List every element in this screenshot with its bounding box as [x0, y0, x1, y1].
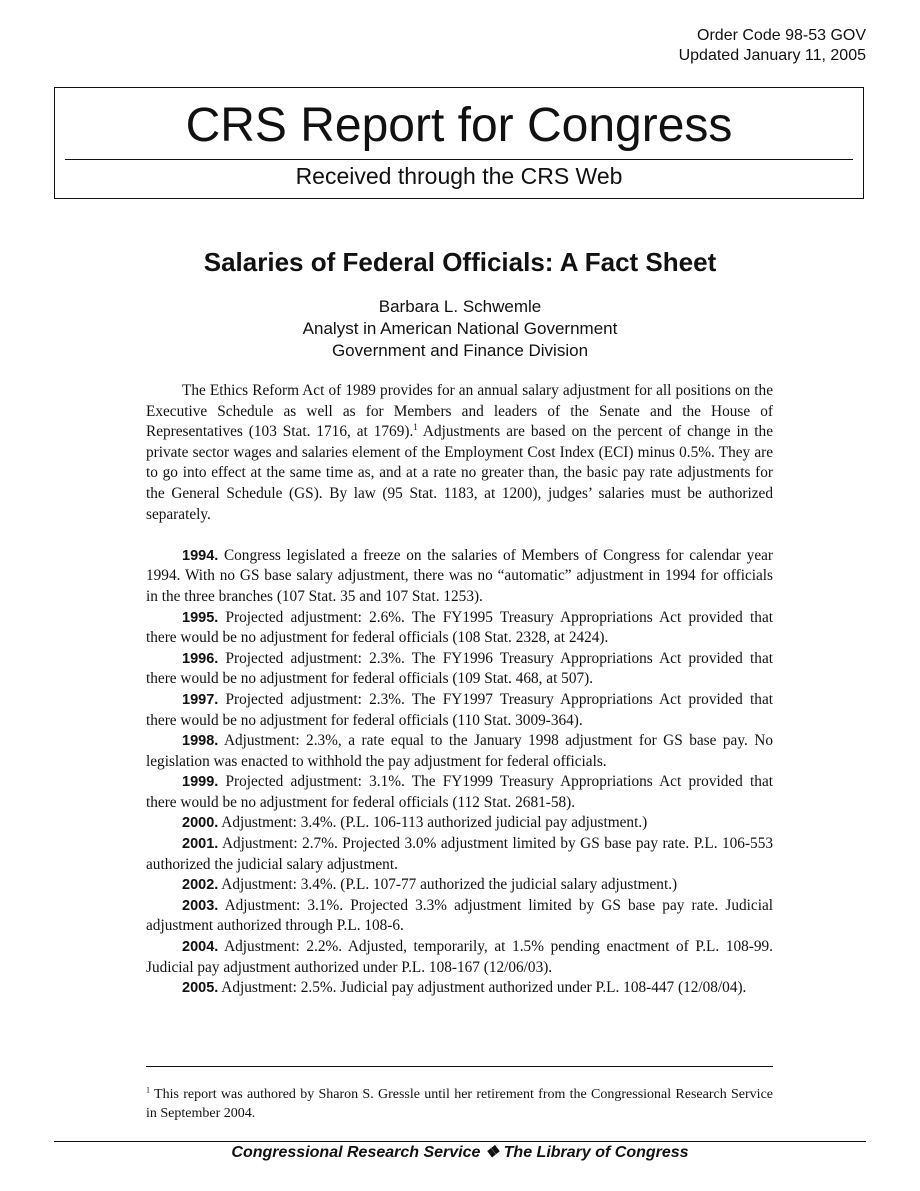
author-title: Analyst in American National Government — [302, 319, 618, 338]
year-entry — [146, 690, 773, 731]
year-entry — [146, 834, 773, 875]
footnote-divider — [146, 1066, 773, 1067]
banner-title: CRS Report for Congress — [185, 99, 733, 152]
footer-divider — [54, 1141, 866, 1142]
year-entry-text: Projected adjustment: 2.6%. The FY1995 Treasury Appropriations Act provided that there would be no adjustment for federal officials (108 Stat. 2328, at 2424). — [146, 608, 773, 647]
year-entry-text: Projected adjustment: 3.1%. The FY1999 Treasury Appropriations Act provided that there would be no adjustment for federal officials (112 Stat. 2681-58). — [146, 773, 773, 811]
year-label: 1996. — [182, 650, 219, 667]
year-entry — [146, 896, 773, 937]
footnote-reference[interactable]: 1 — [413, 422, 418, 433]
year-entry-text: Adjustment: 2.7%. Projected 3.0% adjustment limited by GS base pay rate. P.L. 106-553 authorized the judicial salary adjustment. — [146, 835, 773, 873]
year-entry — [146, 546, 773, 608]
author-name: Barbara L. Schwemle — [378, 297, 542, 316]
footnote-text: This report was authored by Sharon S. Gressle until her retirement from the Congressional Research Service in September 2004. — [146, 1087, 773, 1121]
year-entry-text: Projected adjustment: 2.3%. The FY1997 Treasury Appropriations Act provided that there would be no adjustment for federal officials (110 Stat. 3009-364). — [146, 690, 773, 729]
report-title: Salaries of Federal Officials: A Fact Sheet — [203, 247, 717, 277]
year-label: 2003. — [182, 897, 219, 914]
year-entry-text: Adjustment: 3.4%. (P.L. 106-113 authorized judicial pay adjustment.) — [218, 814, 648, 832]
year-label: 1995. — [182, 609, 219, 626]
intro-paragraph — [146, 381, 773, 525]
banner-subtitle: Received through the CRS Web — [295, 163, 623, 189]
year-entry — [146, 813, 773, 834]
year-entry-text: Adjustment: 3.4%. (P.L. 107-77 authorized the judicial salary adjustment.) — [218, 876, 678, 894]
year-entry — [146, 978, 773, 999]
intro-text: The Ethics Reform Act of 1989 provides for an annual salary adjustment for all positions on the Executive Schedule as well as for Members and leaders of the Senate and the House of Representatives (103 Stat. 1716, at 1769). — [146, 382, 773, 441]
footnote-marker: 1 — [146, 1085, 150, 1095]
year-label: 2005. — [182, 980, 219, 997]
year-entry-text: Congress legislated a freeze on the salaries of Members of Congress for calendar year 1994. With no GS base salary adjustment, there was no “automatic” adjustment in 1994 for officials in the three branches (107 Stat. 35 and 107 Stat. 1253). — [146, 546, 773, 605]
intro-text-continued: Adjustments are based on the percent of change in the private sector wages and salaries element of the Employment Cost Index (ECI) minus 0.5%. They are to go into effect at the same time as, and at a rate no greater than, the basic pay rate adjustments for the General Schedule (GS). By law (95 Stat. 1183, at 1200), judges’ salaries must be authorized separately. — [146, 423, 773, 523]
year-entry-text: Adjustment: 2.3%, a rate equal to the January 1998 adjustment for GS base pay. No legislation was enacted to withhold the pay adjustment for federal officials. — [146, 732, 773, 770]
year-entry-text: Projected adjustment: 2.3%. The FY1996 Treasury Appropriations Act provided that there would be no adjustment for federal officials (109 Stat. 468, at 507). — [146, 649, 773, 688]
salary-adjustment-list — [146, 546, 773, 999]
footnote — [146, 1085, 773, 1123]
year-label: 2002. — [182, 877, 219, 894]
year-entry-text: Adjustment: 2.5%. Judicial pay adjustment authorized under P.L. 108-447 (12/08/04). — [218, 979, 747, 997]
year-label: 1998. — [182, 733, 219, 750]
year-entry — [146, 937, 773, 978]
year-label: 2004. — [182, 939, 219, 956]
year-label: 2001. — [182, 836, 219, 853]
order-code-block — [679, 26, 866, 66]
author-division: Government and Finance Division — [331, 341, 589, 360]
year-label: 2000. — [182, 815, 219, 832]
year-entry — [146, 608, 773, 649]
year-entry-text: Adjustment: 3.1%. Projected 3.3% adjustment limited by GS base pay rate. Judicial adjustment authorized through P.L. 108-6. — [146, 896, 773, 935]
banner-divider — [65, 159, 853, 160]
year-label: 1994. — [182, 547, 219, 564]
year-entry — [146, 875, 773, 896]
year-entry — [146, 649, 773, 690]
order-code: Order Code 98-53 GOV — [697, 27, 866, 44]
year-label: 1997. — [182, 691, 219, 708]
crs-banner — [54, 87, 864, 199]
report-body — [146, 381, 773, 999]
year-entry-text: Adjustment: 2.2%. Adjusted, temporarily, at 1.5% pending enactment of P.L. 108-99. Judicial pay adjustment authorized under P.L. 108-167 (12/06/03). — [146, 938, 773, 976]
updated-date: Updated January 11, 2005 — [678, 47, 866, 64]
year-label: 1999. — [182, 774, 219, 791]
year-entry — [146, 731, 773, 772]
author-block — [0, 296, 920, 362]
footer-text: Congressional Research Service ❖ The Library of Congress — [231, 1144, 689, 1161]
year-entry — [146, 772, 773, 813]
